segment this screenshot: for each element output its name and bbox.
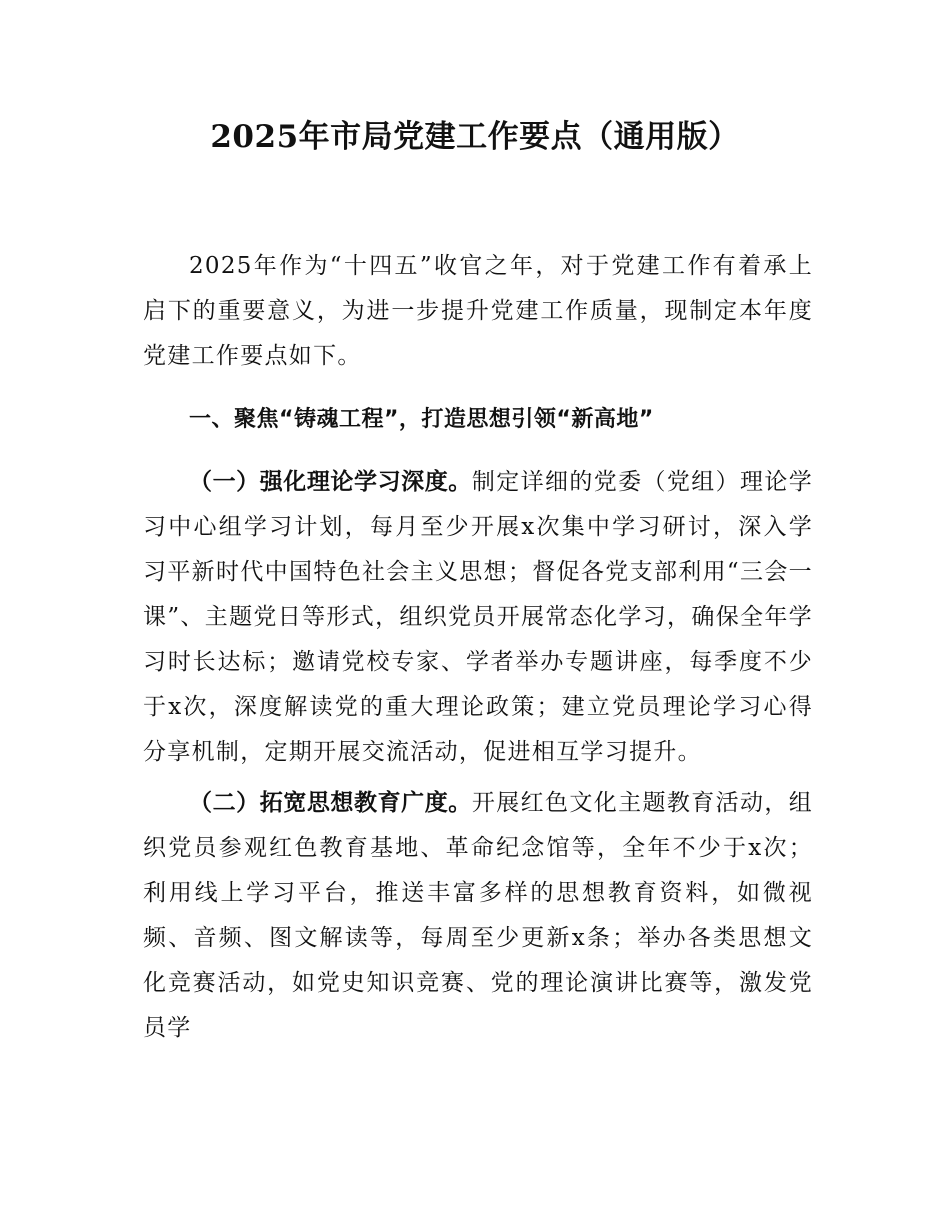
section-heading: 一、聚焦“铸魂工程”，打造思想引领“新高地” [189, 407, 654, 432]
item-body-2: 开展红色文化主题教育活动，组织党员参观红色教育基地、革命纪念馆等，全年不少于x次；利用线上学习平台，推送丰富多样的思想教育资料，如微视频、音频、图文解读等，每周至少更新x条；举办各类思想文化竞赛活动，如党史知识竞赛、党的理论演讲比赛等，激发党员学 [143, 790, 814, 1041]
intro-paragraph: 2025年作为“十四五”收官之年，对于党建工作有着承上启下的重要意义，为进一步提升党建工作质量，现制定本年度党建工作要点如下。 [143, 253, 813, 369]
item-body-1: 制定详细的党委（党组）理论学习中心组学习计划，每月至少开展x次集中学习研讨，深入学习平新时代中国特色社会主义思想；督促各党支部利用“三会一课”、主题党日等形式，组织党员开展常态化学习，确保全年学习时长达标；邀请党校专家、学者举办专题讲座，每季度不少于x次，深度解读党的重大理论政策；建立党员理论学习心得分享机制，定期开展交流活动，促进相互学习提升。 [143, 469, 814, 765]
item-lead-1: （一）强化理论学习深度。 [189, 469, 472, 495]
item-paragraph-1 [143, 460, 813, 775]
document-title: 2025年市局党建工作要点（通用版） [210, 119, 740, 155]
item-lead-2: （二）拓宽思想教育广度。 [189, 790, 472, 816]
item-paragraph-2 [143, 781, 813, 1051]
document-body [143, 244, 813, 1051]
